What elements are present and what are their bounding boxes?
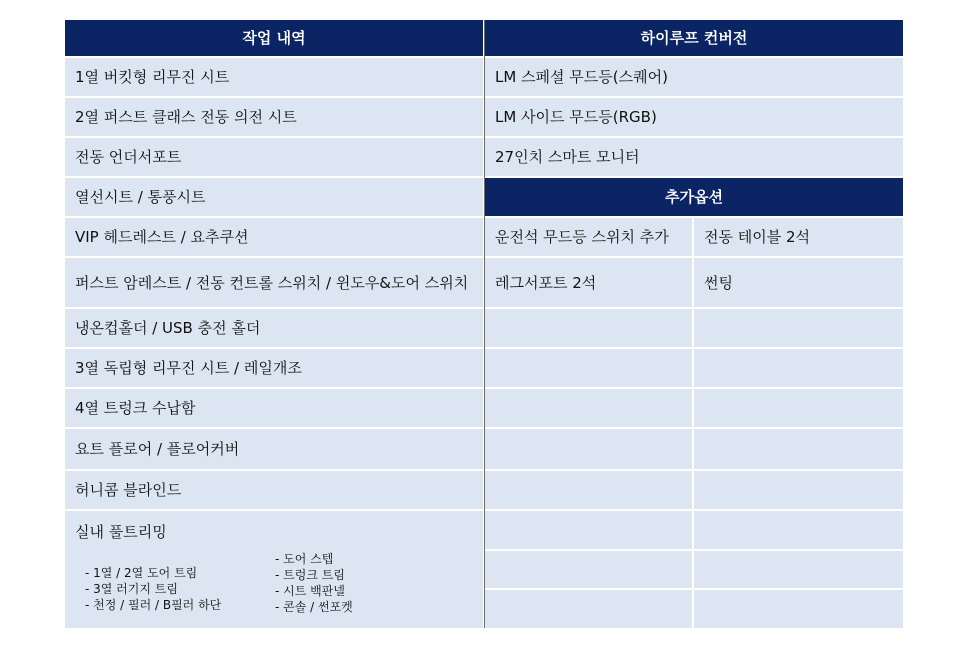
empty-cell: [694, 429, 903, 471]
empty-cell: [694, 511, 903, 551]
trim-list-right: [275, 551, 353, 615]
work-row: 냉온컵홀더 / USB 충전 홀더: [65, 309, 485, 349]
work-row: 4열 트렁크 수납함: [65, 389, 485, 429]
roof-item: 27인치 스마트 모니터: [485, 138, 903, 178]
trim-item: - 콘솔 / 썬포켓: [275, 600, 353, 614]
header-options: 추가옵션: [485, 178, 903, 218]
column-divider: [484, 20, 485, 628]
option-cell: 운전석 무드등 스위치 추가: [485, 218, 694, 258]
work-row: VIP 헤드레스트 / 요추쿠션: [65, 218, 485, 258]
trim-item: - 도어 스텝: [275, 552, 334, 566]
work-row: 퍼스트 암레스트 / 전동 컨트롤 스위치 / 윈도우&도어 스위치: [65, 258, 485, 309]
header-work-list: 작업 내역: [65, 20, 485, 58]
empty-cell: [694, 389, 903, 429]
empty-cell: [694, 309, 903, 349]
empty-cell: [694, 551, 903, 590]
work-row: 2열 퍼스트 클래스 전동 의전 시트: [65, 98, 485, 138]
option-cell: 전동 테이블 2석: [694, 218, 903, 258]
empty-cell: [485, 309, 694, 349]
empty-cell: [485, 511, 694, 551]
trim-item: - 1열 / 2열 도어 트림: [85, 566, 198, 580]
empty-cell: [694, 471, 903, 511]
trim-list-left: [85, 565, 221, 613]
empty-cell: [485, 429, 694, 471]
trim-item: - 3열 러기지 트림: [85, 582, 178, 596]
empty-cell: [485, 590, 694, 628]
work-row: 요트 플로어 / 플로어커버: [65, 429, 485, 471]
trim-item: - 천정 / 필러 / B필러 하단: [85, 598, 222, 612]
empty-cell: [485, 551, 694, 590]
empty-cell: [694, 590, 903, 628]
header-high-roof: 하이루프 컨버전: [485, 20, 903, 58]
option-cell: 레그서포트 2석: [485, 258, 694, 309]
trim-item: - 트렁크 트림: [275, 568, 345, 582]
work-row: 열선시트 / 통풍시트: [65, 178, 485, 218]
empty-cell: [485, 471, 694, 511]
trim-item: - 시트 백판넬: [275, 584, 345, 598]
work-row: 3열 독립형 리무진 시트 / 레일개조: [65, 349, 485, 389]
empty-cell: [485, 389, 694, 429]
work-table: [65, 20, 903, 628]
empty-cell: [694, 349, 903, 389]
roof-item: LM 스페셜 무드등(스퀘어): [485, 58, 903, 98]
work-row-trim-label: 실내 풀트리밍: [75, 523, 167, 541]
work-row: 허니콤 블라인드: [65, 471, 485, 511]
option-cell: 썬팅: [694, 258, 903, 309]
roof-item: LM 사이드 무드등(RGB): [485, 98, 903, 138]
work-row: 전동 언더서포트: [65, 138, 485, 178]
work-row: 1열 버킷형 리무진 시트: [65, 58, 485, 98]
empty-cell: [485, 349, 694, 389]
